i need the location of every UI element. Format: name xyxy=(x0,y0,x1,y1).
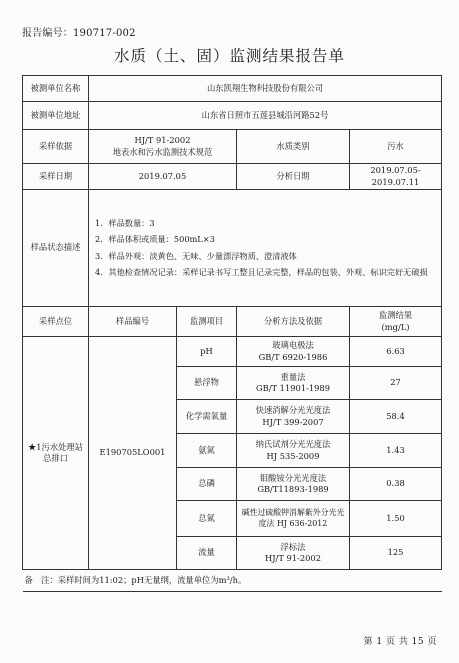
sampling-point: ★1污水处理站总排口 xyxy=(23,337,89,570)
method-standard: HJ/T 91-2002 xyxy=(264,553,321,563)
notes-row xyxy=(23,570,442,592)
method-name: 玻璃电极法 xyxy=(272,340,314,351)
analysis-method xyxy=(237,434,350,468)
client-name-label: 被测单位名称 xyxy=(23,76,89,102)
method-standard: HJ/T 399-2007 xyxy=(262,416,324,427)
method-name: 碱性过硫酸钾消解紫外分光光度法 xyxy=(241,507,345,528)
monitoring-item: 总氮 xyxy=(177,501,237,537)
report-table xyxy=(22,75,442,592)
method-name: 快速消解分光光度法 xyxy=(255,405,331,416)
header-analysis-method: 分析方法及依据 xyxy=(237,307,350,337)
monitoring-item: 总磷 xyxy=(177,468,237,501)
report-number: 报告编号：190717-002 xyxy=(22,28,136,39)
client-address-row xyxy=(23,102,442,130)
monitoring-item: 流量 xyxy=(177,537,237,570)
result-row xyxy=(23,337,442,367)
sample-description-item: 1．样品数量：3 xyxy=(95,218,155,229)
sample-description-list xyxy=(89,190,442,307)
sample-description-item: 4．其他检查情况记录：采样记录书写工整且记录完整，样品的包装、外观、标识完好无破损 xyxy=(95,266,428,277)
basis-standard-name: 地表水和污水监测技术规范 xyxy=(112,146,213,157)
method-standard: GB/T 6920-1986 xyxy=(258,351,328,362)
method-name: 纳氏试剂分光光度法 xyxy=(255,439,331,450)
notes-text: 采样时间为11:02；pH无量纲，流量单位为m³/h。 xyxy=(57,574,247,585)
header-result-label: 监测结果 xyxy=(378,310,413,321)
page-number: 第 1 页 共 15 页 xyxy=(363,637,437,647)
notes-label: 备 注： xyxy=(24,574,58,585)
result-value: 1.50 xyxy=(350,501,442,537)
sample-description-row xyxy=(23,190,442,307)
result-value: 58.4 xyxy=(350,400,442,434)
header-monitoring-item: 监测项目 xyxy=(177,307,237,337)
result-value: 27 xyxy=(350,367,442,400)
date-row xyxy=(23,164,442,190)
client-name-row xyxy=(23,76,442,102)
basis-row xyxy=(23,130,442,164)
basis-label: 采样依据 xyxy=(23,130,89,164)
client-address-label: 被测单位地址 xyxy=(23,102,89,130)
method-name: 重量法 xyxy=(280,371,306,382)
result-value: 0.38 xyxy=(350,468,442,501)
sample-description-label: 样品状态描述 xyxy=(23,190,89,307)
water-category-value: 污水 xyxy=(350,130,442,164)
monitoring-item: 氨氮 xyxy=(177,434,237,468)
method-name: 浮标法 xyxy=(280,541,306,552)
monitoring-item: pH xyxy=(177,337,237,367)
water-category-label: 水质类别 xyxy=(237,130,350,164)
header-sample-number: 样品编号 xyxy=(89,307,177,337)
analysis-method xyxy=(237,400,350,434)
basis-standard-code: HJ/T 91-2002 xyxy=(134,135,191,146)
header-result xyxy=(350,307,442,337)
method-standard: GB/T11893-1989 xyxy=(257,484,329,494)
monitoring-item: 悬浮物 xyxy=(177,367,237,400)
results-header-row xyxy=(23,307,442,337)
result-value: 125 xyxy=(350,537,442,570)
client-address-value: 山东省日照市五莲县城沿河路52号 xyxy=(89,102,442,130)
analysis-date-value: 2019.07.05-2019.07.11 xyxy=(350,164,442,190)
analysis-method xyxy=(237,537,350,570)
sample-description-item: 3．样品外观：淡黄色、无味、少量漂浮物质、澄清液体 xyxy=(95,250,297,261)
analysis-method xyxy=(237,367,350,400)
header-sampling-point: 采样点位 xyxy=(23,307,89,337)
sampling-date-value: 2019.07.05 xyxy=(89,164,237,190)
client-name-value: 山东凯翔生物科技股份有限公司 xyxy=(89,76,442,102)
method-standard: GB/T 11901-1989 xyxy=(255,383,330,393)
sampling-date-label: 采样日期 xyxy=(23,164,89,190)
basis-value xyxy=(89,130,237,164)
analysis-method xyxy=(237,468,350,501)
monitoring-item: 化学需氧量 xyxy=(177,400,237,434)
method-standard: HJ 535-2009 xyxy=(266,450,320,461)
report-title: 水质（土、固）监测结果报告单 xyxy=(113,47,345,65)
result-value: 6.63 xyxy=(350,337,442,367)
analysis-date-label: 分析日期 xyxy=(237,164,350,190)
method-standard: HJ 636-2012 xyxy=(276,518,328,528)
analysis-method xyxy=(237,337,350,367)
notes xyxy=(23,570,442,592)
sample-number: E190705LO001 xyxy=(89,337,177,570)
method-name: 钼酸铵分光光度法 xyxy=(259,472,327,483)
analysis-method xyxy=(237,501,350,537)
header-result-unit: (mg/L) xyxy=(381,321,410,332)
sample-description-item: 2．样品体积或质量：500mL×3 xyxy=(95,234,215,245)
result-value: 1.43 xyxy=(350,434,442,468)
